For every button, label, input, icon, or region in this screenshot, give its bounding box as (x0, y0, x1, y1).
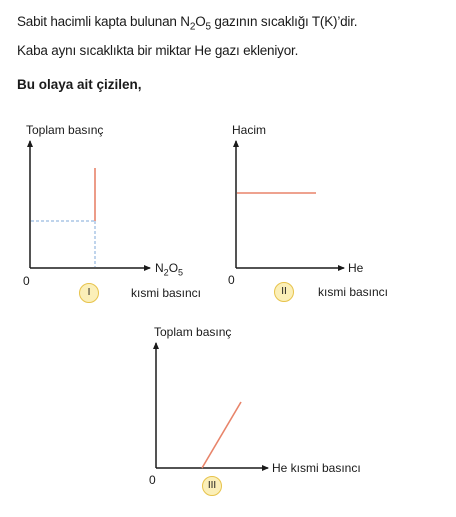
graph-3-y-label: Toplam basınç (154, 325, 232, 339)
graph-2-badge: II (274, 282, 294, 302)
graph-2-origin: 0 (228, 273, 235, 287)
graph-3-x-label: He kısmi basıncı (272, 461, 361, 475)
intro-line-2: Kaba aynı sıcaklıkta bir miktar He gazı ekleniyor. (17, 42, 299, 58)
graph-1-x-label-sub1: 2 (163, 267, 169, 278)
graph-2 (236, 141, 344, 268)
graph-1-badge: I (79, 283, 99, 303)
graph-1-x-label-n: N (155, 261, 164, 275)
intro-line-1-post: gazının sıcaklığı T(K)’dir. (210, 14, 358, 29)
graph-1-y-label: Toplam basınç (26, 123, 104, 137)
graph-2-x-label-2: kısmi basıncı (318, 285, 389, 299)
graph-1-x-label-sub2: 5 (178, 267, 184, 278)
intro-line-1-pre: Sabit hacimli kapta bulunan N (17, 14, 190, 29)
question-text: Bu olaya ait çizilen, (17, 77, 142, 92)
graph-1-origin: 0 (23, 274, 30, 288)
graph-1-x-label (155, 261, 183, 277)
graph-3-origin: 0 (149, 473, 156, 487)
intro-line-1-sub1: 2 (189, 21, 196, 33)
graph-3 (156, 343, 268, 468)
graph-1-x-label-2: kısmi basıncı (131, 286, 202, 300)
graph-1-x-label-o: O (168, 261, 179, 275)
intro-line-1-sub2: 5 (205, 21, 211, 33)
graph-3-data-line (202, 402, 241, 468)
graph-2-x-label: He (348, 261, 364, 275)
graph-2-y-label: Hacim (232, 123, 267, 137)
graph-1 (30, 141, 150, 268)
intro-line-1-mid: O (195, 14, 206, 29)
graph-3-badge: III (202, 476, 222, 496)
